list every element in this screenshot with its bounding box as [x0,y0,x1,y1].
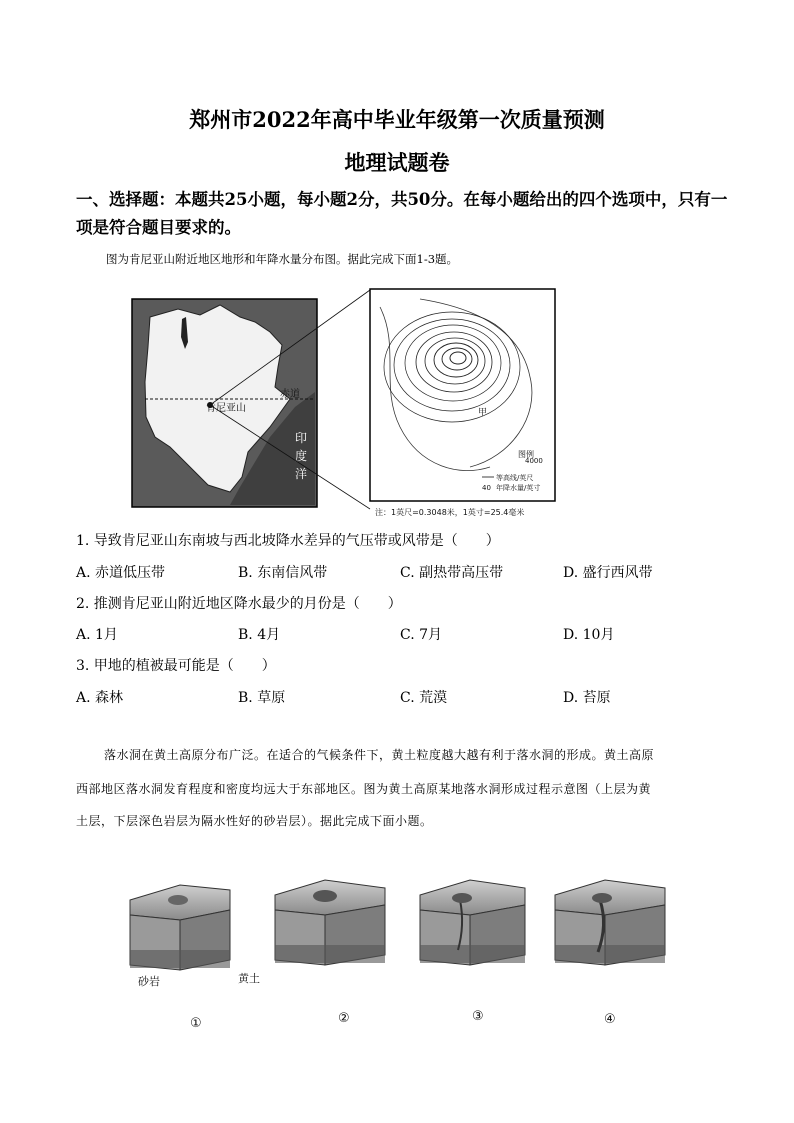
section-heading-line1: 一、选择题：本题共25小题，每小题2分，共50分。在每小题给出的四个选项中，只有一 [76,190,728,209]
sandstone-label: 砂岩 [138,975,160,988]
q2-option-a[interactable]: A. 1月 [76,627,118,643]
contour-4000-label: 4000 [525,457,543,465]
ocean-label-char1: 印 [295,431,308,445]
sinkhole-process-figure [120,870,680,1035]
stage-1-label: ① [190,1016,202,1031]
ocean-label-char2: 度 [295,449,308,463]
figure1-note: 注：1英尺=0.3048米，1英寸=25.4毫米 [375,508,525,517]
passage-line3: 土层，下层深色岩层为隔水性好的砂岩层）。据此完成下面小题。 [76,814,433,828]
mountain-label: 肯尼亚山 [206,403,246,414]
question-3-stem: 3. 甲地的植被最可能是（ ） [76,658,276,674]
ocean-label-char3: 洋 [295,467,308,481]
section-heading-line2: 项是符合题目要求的。 [76,218,241,237]
legend-contour-label: 等高线/英尺 [496,474,534,482]
kenya-map-figure [130,287,560,519]
jia-label: 甲 [478,408,488,418]
passage-line2: 西部地区落水洞发育程度和密度均远大于东部地区。图为黄土高原某地落水洞形成过程示意图（上层为黄 [76,782,652,796]
q2-option-d[interactable]: D. 10月 [563,627,615,643]
loess-label: 黄土 [238,972,260,985]
block-stage-1 [130,885,230,970]
legend-title: 图例 [518,450,534,459]
figure1-caption: 图为肯尼亚山附近地区地形和年降水量分布图。据此完成下面1-3题。 [106,252,459,266]
question-2-stem: 2. 推测肯尼亚山附近地区降水最少的月份是（ ） [76,596,402,612]
equator-label: 赤道 [280,389,300,400]
legend-precip-label: 年降水量/英寸 [496,484,541,492]
stage-4-label: ④ [604,1012,616,1027]
question-1-stem: 1. 导致肯尼亚山东南坡与西北坡降水差异的气压带或风带是（ ） [76,533,500,549]
legend-40-label: 40 [482,484,491,492]
stage-2-label: ② [338,1011,350,1026]
q3-option-b[interactable]: B. 草原 [238,690,286,706]
q3-option-d[interactable]: D. 苔原 [563,690,611,706]
q1-option-a[interactable]: A. 赤道低压带 [76,565,166,581]
q3-option-c[interactable]: C. 荒漠 [400,690,448,706]
block-stage-2 [275,880,385,965]
q1-option-b[interactable]: B. 东南信风带 [238,565,328,581]
q2-option-b[interactable]: B. 4月 [238,627,281,643]
block-stage-3 [420,880,525,965]
q3-option-a[interactable]: A. 森林 [76,690,124,706]
page-title: 郑州市2022年高中毕业年级第一次质量预测 [189,107,605,132]
page-subtitle: 地理试题卷 [344,150,450,175]
passage-line1: 落水洞在黄土高原分布广泛。在适合的气候条件下，黄土粒度越大越有利于落水洞的形成。黄土高原 [104,748,655,762]
q1-option-c[interactable]: C. 副热带高压带 [400,565,504,581]
q2-option-c[interactable]: C. 7月 [400,627,443,643]
block-stage-4 [555,880,665,965]
q1-option-d[interactable]: D. 盛行西风带 [563,565,653,581]
stage-3-label: ③ [472,1009,484,1024]
